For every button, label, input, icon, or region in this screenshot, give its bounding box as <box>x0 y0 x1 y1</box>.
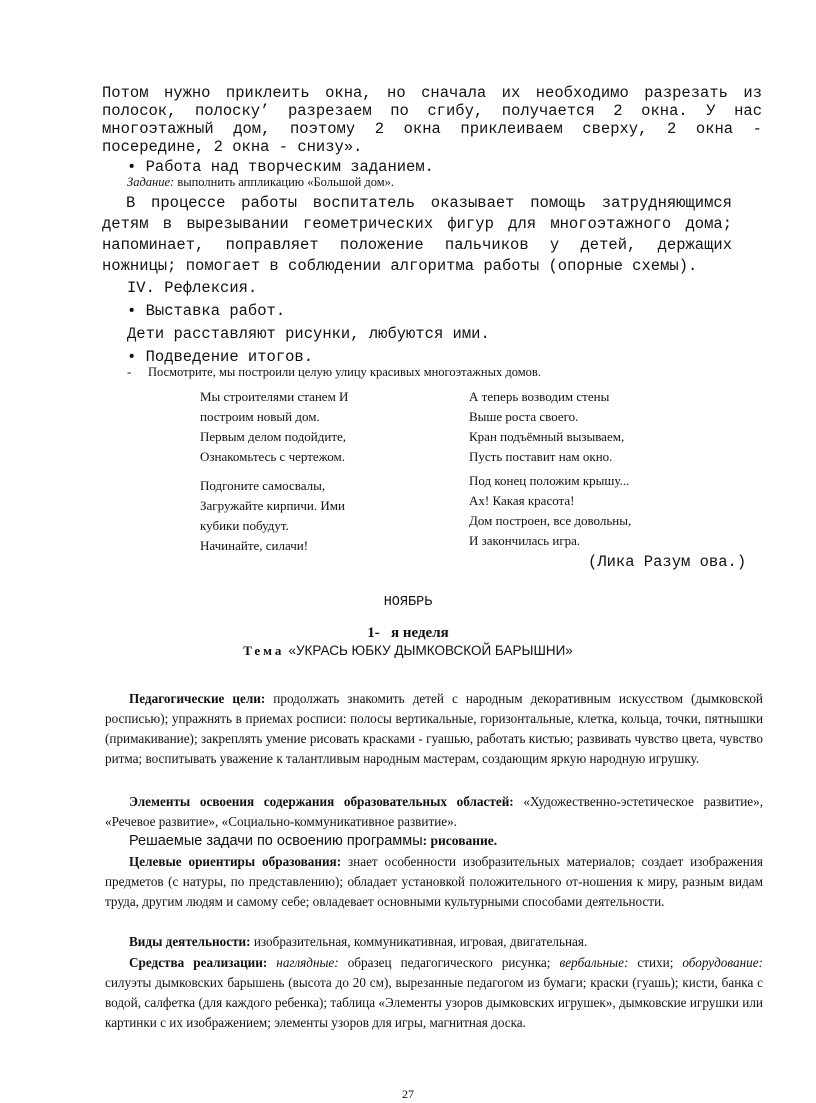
tasks-line <box>129 832 497 850</box>
poem-line: А теперь возводим стены <box>469 389 610 404</box>
week-heading: 1- я неделя <box>367 625 449 641</box>
task-text: выполнить аппликацию «Большой дом». <box>174 175 395 189</box>
means-visual-label: наглядные: <box>267 955 339 970</box>
elements-text: «Художественно-эстетическое развитие», «Речевое развитие», «Социально-коммуникативное развитие». <box>105 794 764 829</box>
poem-line: Дом построен, все довольны, <box>469 513 632 528</box>
means-equipment-label: оборудование: <box>682 955 763 970</box>
elements-label: Элементы освоения содержания образовательных областей: <box>129 794 514 809</box>
poem-line: Начинайте, силачи! <box>200 538 309 553</box>
poem-line: Пусть поставит нам окно. <box>469 449 613 464</box>
line-children: Дети расставляют рисунки, любуются ими. <box>127 325 490 343</box>
goals-text: продолжать знакомить детей с народным декоративным искусством (дымковской росписью); упражнять в приемах росписи: полосы вертикальные, горизонтальные, клетка, кольца, точки, пятнышки (примакивание); закреплять умение рисовать красками - гуашью, работать кистью; развивать чувство цвета, чувство ритма; воспитывать уважение к талантливым народным мастерам, создающим яркую народную игрушку. <box>105 691 763 766</box>
page-number: 27 <box>402 1087 414 1101</box>
poem-line: Мы строителями станем И <box>200 389 349 404</box>
goals-label: Педагогические цели: <box>129 691 266 706</box>
theme-title: «УКРАСЬ ЮБКУ ДЫМКОВСКОЙ БАРЫШНИ» <box>288 643 573 658</box>
month-heading: НОЯБРЬ <box>383 595 433 610</box>
poem-line: И закончилась игра. <box>469 533 581 548</box>
poem-line: Подгоните самосвалы, <box>200 478 326 493</box>
means-verbal-text: стихи; <box>628 955 683 970</box>
means-label: Средства реализации: <box>129 955 268 970</box>
poem-right-column <box>469 387 631 551</box>
targets-label: Целевые ориентиры образования: <box>129 854 342 869</box>
tasks-bold: : рисование. <box>422 833 498 848</box>
bullet-summary: • Подведение итогов. <box>127 348 314 366</box>
poem-line: Первым делом подойдите, <box>200 429 347 444</box>
poem-line: кубики побудут. <box>200 518 289 533</box>
bullet-creative-task: • Работа над творческим заданием. <box>127 158 434 176</box>
poem-line: Загружайте кирпичи. Ими <box>200 498 345 513</box>
means-equipment-text: силуэты дымковских барышень (высота до 20 см), вырезанные педагогом из бумаги; краски (гуашь); кисти, банка с водой, салфетка (для каждого ребенка); таблица «Элементы узоров дымковских игрушек», дымковские игрушки или картинки с их изображением; элементы узоров для игры, магнитная доска. <box>105 975 763 1030</box>
activities-paragraph <box>105 932 763 952</box>
targets-paragraph <box>105 852 763 912</box>
targets-text: знает особенности изобразительных материалов; создает изображения предметов (с натуры, по представлению); обладает установкой положительного от-ношения к миру, разным видам труда, другим людям и самому себе; овладевает основными культурными способами деятельности. <box>105 854 763 909</box>
paragraph-instructions: Потом нужно приклеить окна, но сначала их необходимо разрезать из полосок, полоску’ разрезаем по сгибу, получается 2 окна. У нас многоэтажный дом, поэтому 2 окна приклеиваем сверху, 2 окна - посередине, 2 окна - снизу». <box>102 84 762 156</box>
task-line <box>127 174 394 190</box>
poem-line: Под конец положим крышу... <box>469 473 630 488</box>
poem-line: Ах! Какая красота! <box>469 493 575 508</box>
summary-line: Посмотрите, мы построили целую улицу красивых многоэтажных домов. <box>148 365 541 379</box>
poem-author: (Лика Разум ова.) <box>588 553 747 571</box>
activities-text: изобразительная, коммуникативная, игровая, двигательная. <box>250 934 588 949</box>
activities-label: Виды деятельности: <box>129 934 251 949</box>
goals-paragraph <box>105 689 763 769</box>
task-label: Задание: <box>127 175 175 189</box>
poem-left-column <box>200 387 348 556</box>
means-paragraph <box>105 953 763 1033</box>
poem-line: Выше роста своего. <box>469 409 579 424</box>
paragraph-process: В процессе работы воспитатель оказывает помощь затрудняющимся детям в вырезывании геометрических фигур для многоэтажного дома; напоминает, поправляет положение пальчиков у детей, держащих ножницы; помогает в соблюдении алгоритма работы (опорные схемы). <box>102 194 732 275</box>
theme-line <box>0 642 816 660</box>
theme-label: Тема <box>243 643 285 658</box>
poem-line: построим новый дом. <box>200 409 320 424</box>
tasks-text: Решаемые задачи по освоению программы <box>129 833 423 849</box>
poem-line: Ознакомьтесь с чертежом. <box>200 449 346 464</box>
elements-paragraph <box>105 792 763 832</box>
bullet-exhibition: • Выставка работ. <box>127 302 286 320</box>
section-reflection: IV. Рефлексия. <box>127 279 258 297</box>
means-visual-text: образец педагогического рисунка; <box>338 955 560 970</box>
means-verbal-label: вербальные: <box>559 955 629 970</box>
poem-line: Кран подъёмный вызываем, <box>469 429 625 444</box>
summary-dash: - <box>127 364 132 379</box>
